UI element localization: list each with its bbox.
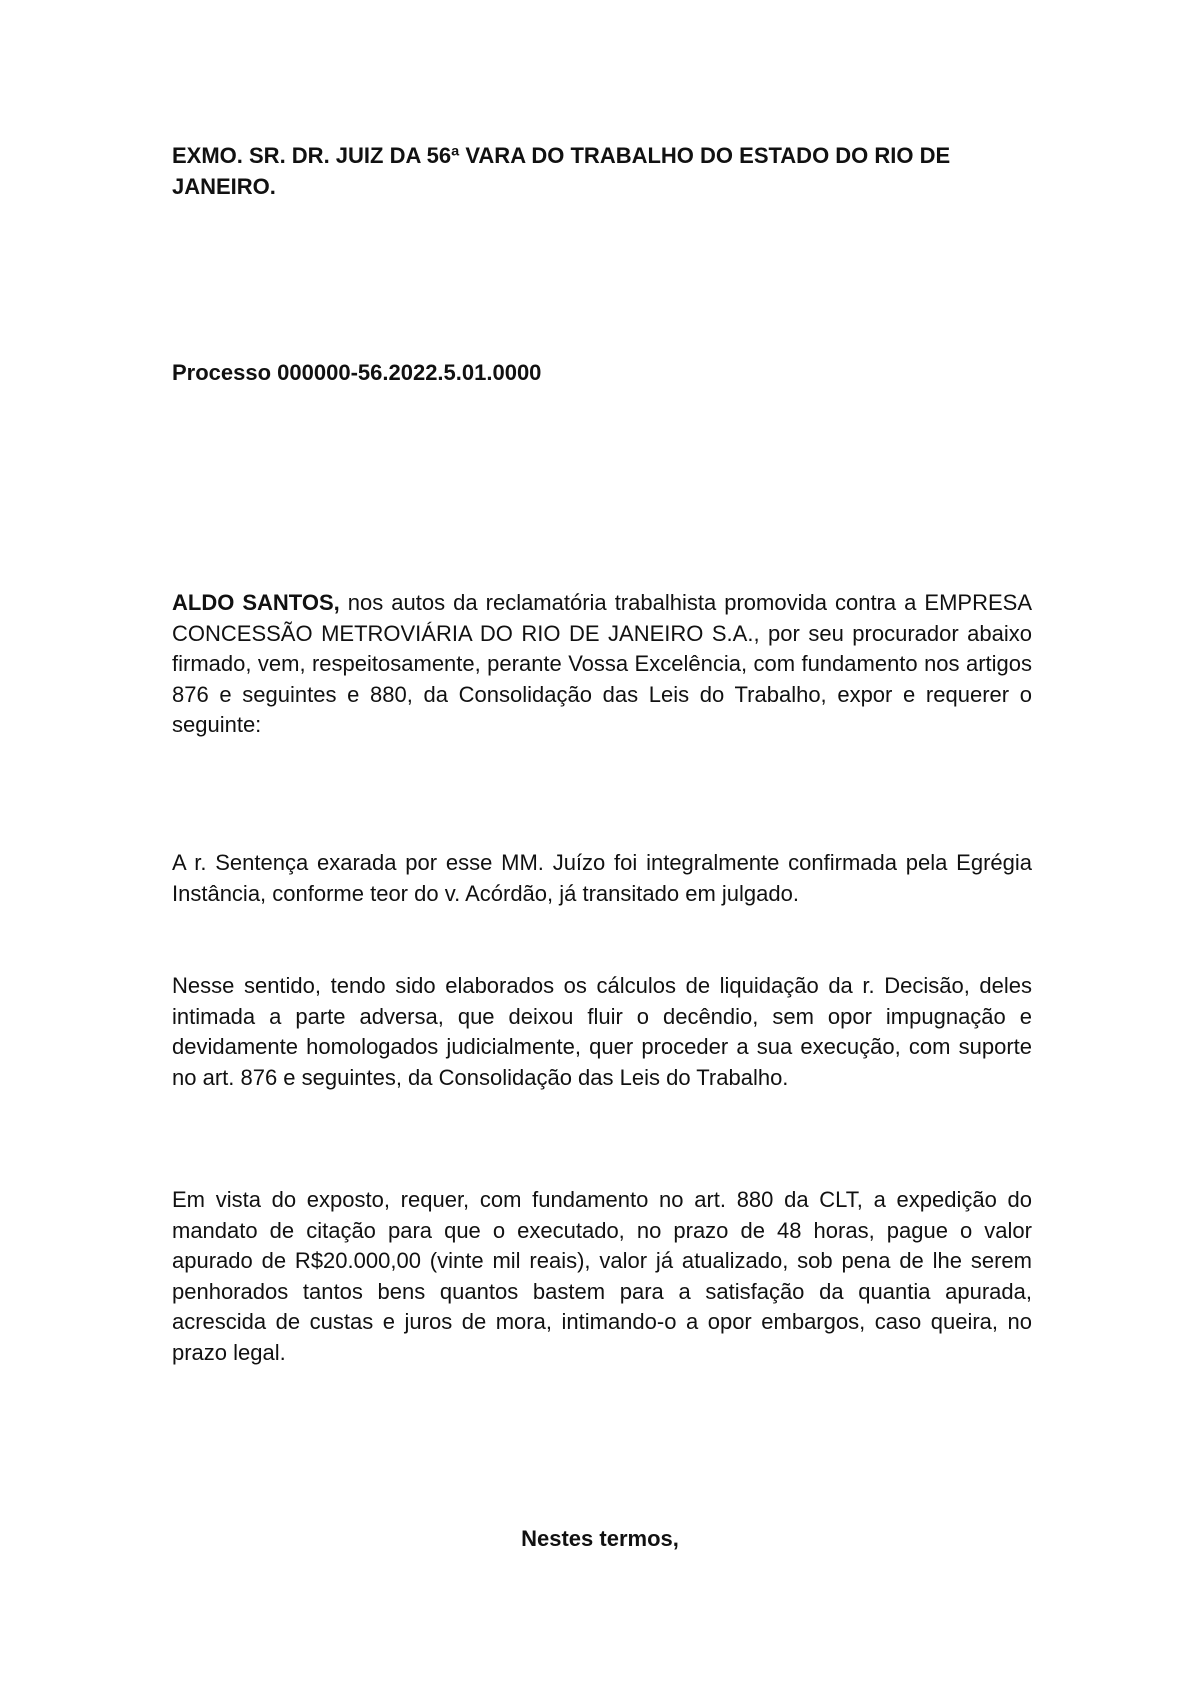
process-number: Processo 000000-56.2022.5.01.0000 <box>172 360 542 385</box>
party-name: ALDO SANTOS, <box>172 590 340 615</box>
paragraph-liquidation: Nesse sentido, tendo sido elaborados os cálculos de liquidação da r. Decisão, deles intimada a parte adversa, que deixou fluir o decêndio, sem opor impugnação e devidamente homologados judicialmente, quer proceder a sua execução, com suporte no art. 876 e seguintes, da Consolidação das Leis do Trabalho. <box>172 973 1032 1090</box>
paragraph-request: Em vista do exposto, requer, com fundamento no art. 880 da CLT, a expedição do mandato de citação para que o executado, no prazo de 48 horas, pague o valor apurado de R$20.000,00 (vinte mil reais), valor já atualizado, sob pena de lhe serem penhorados tantos bens quantos bastem para a satisfação da quantia apurada, acrescida de custas e juros de mora, intimando-o a opor embargos, caso queira, no prazo legal. <box>172 1187 1032 1365</box>
intro-text: nos autos da reclamatória trabalhista promovida contra a EMPRESA CONCESSÃO METROVIÁRIA DO RIO DE JANEIRO S.A., por seu procurador abaixo firmado, vem, respeitosamente, perante Vossa Excelência, com fundamento nos artigos 876 e seguintes e 880, da Consolidação das Leis do Trabalho, expor e requerer o seguinte: <box>172 590 1033 737</box>
intro-paragraph <box>172 588 1032 741</box>
paragraph-sentence-confirmed: A r. Sentença exarada por esse MM. Juízo foi integralmente confirmada pela Egrégia Instância, conforme teor do v. Acórdão, já transitado em julgado. <box>172 850 1032 906</box>
court-addressee-heading: EXMO. SR. DR. JUIZ DA 56ª VARA DO TRABALHO DO ESTADO DO RIO DE JANEIRO. <box>172 143 951 199</box>
closing-line: Nestes termos, <box>521 1526 679 1551</box>
